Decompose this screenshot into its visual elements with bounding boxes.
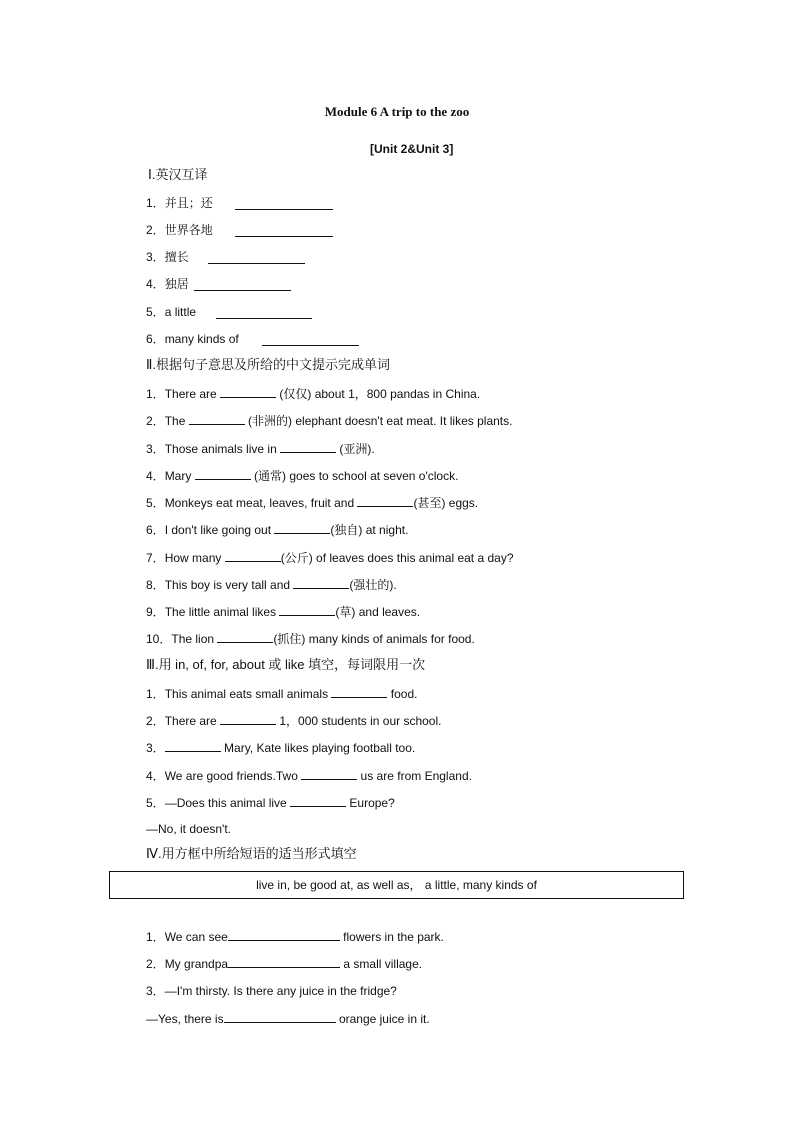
item-text-post: (通常) goes to school at seven o'clock.	[250, 469, 459, 483]
item-text: 世界各地	[164, 223, 213, 237]
item-number: 8．	[146, 578, 165, 592]
item-number: 6．	[146, 332, 165, 346]
item-text-pre: There are	[164, 387, 221, 401]
answer-blank[interactable]	[220, 712, 276, 725]
item-number: 3．	[146, 741, 165, 755]
s2-item	[146, 440, 375, 457]
s2-item	[146, 549, 514, 566]
s2-item	[146, 603, 420, 620]
answer-blank[interactable]	[279, 603, 335, 616]
section-2-heading: Ⅱ.根据句子意思及所给的中文提示完成单词	[146, 357, 391, 372]
item-text-post: (独自) at night.	[330, 523, 409, 537]
item-text-post: a small village.	[340, 957, 423, 971]
page-title: Module 6 A trip to the zoo	[324, 104, 470, 119]
answer-blank[interactable]	[274, 521, 330, 534]
item-text-pre: Those animals live in	[164, 442, 281, 456]
answer-blank[interactable]	[195, 467, 251, 480]
item-number: 7．	[146, 551, 165, 565]
item-text-post: orange juice in it.	[335, 1012, 430, 1026]
answer-blank[interactable]	[225, 549, 281, 562]
section-3-heading: Ⅲ.用 in, of, for, about 或 like 填空，每词限用一次	[146, 657, 426, 672]
s1-item	[146, 331, 239, 347]
item-number: 2．	[146, 714, 165, 728]
item-number: 5．	[146, 305, 165, 319]
answer-blank[interactable]	[290, 794, 346, 807]
item-text-pre: The little animal likes	[164, 605, 280, 619]
answer-blank[interactable]	[262, 333, 359, 346]
item-number: 2．	[146, 414, 165, 428]
s3-answer-5: —No, it doesn't.	[146, 822, 231, 836]
answer-blank[interactable]	[228, 928, 340, 941]
item-text-post: Mary, Kate likes playing football too.	[220, 741, 416, 755]
s3-item	[146, 739, 415, 756]
item-number: 5．	[146, 796, 165, 810]
s1-item	[146, 222, 213, 238]
answer-blank[interactable]	[189, 412, 245, 425]
item-text-post: (仅仅) about 1，800 pandas in China.	[276, 387, 481, 401]
item-text-post: (草) and leaves.	[335, 605, 421, 619]
item-text-pre: This animal eats small animals	[164, 687, 332, 701]
s3-item	[146, 712, 441, 729]
item-text: 并且；还	[164, 196, 213, 210]
answer-blank[interactable]	[301, 767, 357, 780]
item-text-pre: Monkeys eat meat, leaves, fruit and	[164, 496, 358, 510]
item-text-pre: —Does this animal live	[164, 796, 291, 810]
item-text-post: food.	[387, 687, 418, 701]
item-text: 擅长	[164, 250, 189, 264]
phrase-box-text: live in, be good at, as well as， a little, many kinds of	[256, 878, 537, 892]
item-text-pre: There are	[164, 714, 221, 728]
item-text-pre: We can see	[164, 930, 228, 944]
s2-item	[146, 467, 458, 484]
answer-blank[interactable]	[293, 576, 349, 589]
answer-blank[interactable]	[357, 494, 413, 507]
s2-item	[146, 576, 397, 593]
answer-blank[interactable]	[228, 955, 340, 968]
item-text-post: (亚洲).	[336, 442, 375, 456]
page-subtitle: [Unit 2&Unit 3]	[370, 142, 454, 156]
item-number: 3．	[146, 442, 165, 456]
item-text-pre: I don't like going out	[164, 523, 275, 537]
section-4-heading: Ⅳ.用方框中所给短语的适当形式填空	[146, 846, 357, 861]
item-number: 4．	[146, 769, 165, 783]
item-number: 2．	[146, 223, 165, 237]
item-text-post: 1，000 students in our school.	[276, 714, 442, 728]
item-text-pre: This boy is very tall and	[164, 578, 294, 592]
item-text-post: (甚至) eggs.	[413, 496, 479, 510]
item-text-post: (公斤) of leaves does this animal eat a day?	[280, 551, 514, 565]
item-text-post: (非洲的) elephant doesn't eat meat. It likes plants.	[244, 414, 513, 428]
answer-blank[interactable]	[194, 278, 291, 291]
item-number: 1．	[146, 930, 165, 944]
item-number: 1．	[146, 387, 165, 401]
item-number: 10．	[146, 632, 172, 646]
s3-item	[146, 794, 395, 811]
s1-item	[146, 304, 196, 320]
answer-blank[interactable]	[216, 306, 312, 319]
s2-item	[146, 494, 478, 511]
answer-blank[interactable]	[280, 440, 336, 453]
item-number: 3．	[146, 984, 165, 998]
item-text-post: Europe?	[346, 796, 395, 810]
item-number: 4．	[146, 469, 165, 483]
s1-item	[146, 276, 189, 292]
answer-blank[interactable]	[235, 197, 333, 210]
answer-blank[interactable]	[224, 1010, 336, 1023]
item-number: 2．	[146, 957, 165, 971]
item-text-pre: The	[164, 414, 189, 428]
item-text-post: flowers in the park.	[339, 930, 444, 944]
answer-blank[interactable]	[208, 251, 305, 264]
answer-blank[interactable]	[165, 739, 221, 752]
item-number: 6．	[146, 523, 165, 537]
item-number: 3．	[146, 250, 165, 264]
s1-item	[146, 249, 189, 265]
item-text: many kinds of	[164, 332, 239, 346]
s4-answer-3	[146, 1010, 430, 1027]
s2-item	[146, 385, 480, 402]
item-number: 5．	[146, 496, 165, 510]
answer-blank[interactable]	[331, 685, 387, 698]
s2-item	[146, 630, 475, 647]
item-text-post: (强壮的).	[349, 578, 397, 592]
item-text: a little	[164, 305, 197, 319]
s1-item	[146, 195, 213, 211]
item-text-pre: How many	[164, 551, 225, 565]
phrase-box	[109, 871, 684, 899]
item-text-pre: Mary	[164, 469, 195, 483]
s4-item	[146, 928, 444, 945]
s3-item	[146, 767, 472, 784]
section-1-heading: Ⅰ.英汉互译	[148, 167, 208, 182]
s3-item	[146, 685, 417, 702]
s2-item	[146, 521, 408, 538]
item-text-pre: —I'm thirsty. Is there any juice in the fridge?	[164, 984, 397, 998]
item-number: 1．	[146, 196, 165, 210]
item-text-pre: We are good friends.Two	[164, 769, 302, 783]
answer-blank[interactable]	[220, 385, 276, 398]
answer-blank[interactable]	[217, 630, 273, 643]
item-number: 9．	[146, 605, 165, 619]
answer-blank[interactable]	[235, 224, 333, 237]
s2-item	[146, 412, 512, 429]
item-text: 独居	[164, 277, 189, 291]
item-number: 4．	[146, 277, 165, 291]
item-text-pre: My grandpa	[164, 957, 229, 971]
item-number: 1．	[146, 687, 165, 701]
item-text-post: us are from England.	[357, 769, 472, 783]
item-text-pre: —Yes, there is	[146, 1012, 224, 1026]
s4-item	[146, 955, 422, 972]
item-text-pre: The lion	[171, 632, 218, 646]
s4-item	[146, 983, 397, 999]
item-text-post: (抓住) many kinds of animals for food.	[273, 632, 475, 646]
